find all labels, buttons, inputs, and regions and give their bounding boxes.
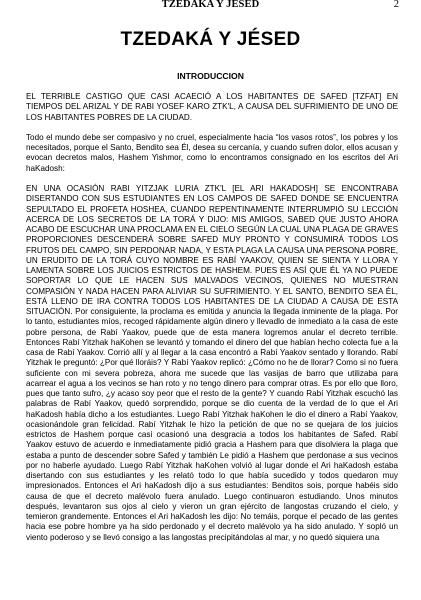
paragraph-story xyxy=(26,184,398,543)
paragraph-intro-summary: EL TERRIBLE CASTIGO QUE CASI ACAECIÓ A LOS HABITANTES DE SAFED [TZFAT] EN TIEMPOS DEL ARIZAL Y DE RABI YOSEF KARO ZTK'L, A CAUSA DEL SUFRIMIENTO DE UNO DE LOS HABITANTES POBRES DE LA CIUDAD. xyxy=(26,92,398,122)
page-number: 2 xyxy=(393,0,399,10)
paragraph-compassion: Todo el mundo debe ser compasivo y no cruel, especialmente hacia “los vasos rotos”, los pobres y los necesitados, porque el Santo, Bendito sea Él, desea su cercanía, y cuando sufren dolor, ellos acusan y evocan decretos malos, Hashem Yishmor, como lo encontramos consignado en los escritos del Ari haKadosh: xyxy=(26,132,398,173)
running-header-title: TZEDAKA Y JÉSED xyxy=(161,0,260,10)
running-header xyxy=(0,0,421,12)
story-caps-text: EN UNA OCASIÓN RABI YITZJAK LURIA ZTK'L [EL ARI HAKADOSH] SE ENCONTRABA DISERTANDO CON SUS ESTUDIANTES EN LOS CAMPOS DE SAFED DONDE SE ENCUENTRA SEPULTADO EL PROFETA HOSHEA, CUANDO REPENTINAMENTE INTERRUMPIÓ SU LECCIÓN ACERCA DE LOS SECRETOS DE LA TORÁ Y DIJO: MIS AMIGOS, SABED QUE JUSTO AHORA ACABO DE ESCUCHAR UNA PROCLAMA EN EL CIELO SEGÚN LA CUAL UNA PLAGA DE GRAVES PROPORCIONES DESCENDERÁ SOBRE SAFED MUY PRONTO Y CONSUMIRÁ TODOS LOS FRUTOS DEL CAMPO, SIN PERDONAR NADA, Y ESTA PLAGA LA CAUSA UNA PERSONA POBRE, UN ERUDITO DE LA TORÁ CUYO NOMBRE ES RABÍ YAAKOV, QUIEN SE SIENTA Y LLORA Y LAMENTA SOBRE LOS JUICIOS ESTRICTOS DE HASHEM. PUES ES ASÍ QUE ÉL YA NO PUEDE SOPORTAR LO QUE LE HACEN SUS MALVADOS VECINOS, QUIENES NO MUESTRAN COMPASIÓN Y NADA HACEN PARA ALIVIAR SU SUFRIMIENTO. Y EL SANTO, BENDITO SEA ÉL, ESTÁ LLENO DE IRA CONTRA TODOS LOS HABITANTES DE LA CIUDAD A CAUSA DE ESTA SITUACIÓN. xyxy=(26,184,398,317)
story-text: Por consiguiente, la proclama es emitida y anuncia la llegada inminente de la plaga. Por lo tanto, estudiantes míos, recoged rápidamente algún dinero y llevadlo de inmediato a la casa de este pobre persona, de Rabí Yaakov, puede que de esta manera logremos anular el decreto terrible. Entonces Rabí Yitzhak haKohen se levantó y tomando el dinero del que habían hecho colecta fue a la casa de Rabí Yaakov. Corrió allí y al llegar a la casa encontró a Rabí Yaakov sentado y llorando. Rabí Yitzhak le preguntó: ¿Por qué lloráis? Y Rabí Yaakov replicó: ¿Cómo no he de llorar? Como si no fuera suficiente con mi severa pobreza, ahora me sucede que las vasijas de barro que utilizaba para acarrear el agua a los vecinos se han roto y no tengo dinero para comprar otras. Es por ello que lloro, pues que tanto sufro, ¿y acaso soy peor que el resto de la gente? Y cuando Rabí Yitzhak escuchó las palabras de Rabí Yaakov, quedó sorprendido, porque se dio cuenta de la verdad de lo que el Ari haKadosh había dicho a los estudiantes. Luego Rabí Yitzhak haKohen le dio el dinero a Rabí Yaakov, ocasionándole gran felicidad. Rabí Yitzhak le hizo la petición de que no se quejara de los juicios estrictos de Hashem porque casi ocasionó una desgracia a todos los habitantes de Safed. Rabí Yaakov estuvo de acuerdo e inmediatamente pidió gracia a Hashem para que disolviera la plaga que estaba a punto de descender sobre Safed y también Le pidió a Hashem que perdonase a sus vecinos por no haberle ayudado. Luego Rabí Yitzhak haKohen volvió al lugar donde el Ari haKadosh estaba disertando con sus estudiantes y les relató todo lo que había sucedido y todos quedaron muy impresionados. Entonces el Ari haKadosh dijo a sus estudiantes: Benditos sois, porque habéis sido causa de que el decreto malévolo fuera anulado. Luego continuaron estudiando. Unos minutos después, levantaron sus ojos al cielo y vieron un gran ejército de langostas cruzando el cielo, y temieron grandemente. Entonces el Ari haKadosh les dijo: No temáis, porque el pecado de las gentes hacia ese pobre hombre ya ha sido perdonado y el decreto malévolo ya ha sido anulado. Y sopló un viento poderoso y se llevó consigo a las langostas precipitándolas al mar, y no quedó siquiera una xyxy=(26,307,398,542)
section-heading: INTRODUCCION xyxy=(177,71,244,81)
page-title: TZEDAKÁ Y JÉSED xyxy=(120,29,301,50)
body-text xyxy=(26,92,398,543)
